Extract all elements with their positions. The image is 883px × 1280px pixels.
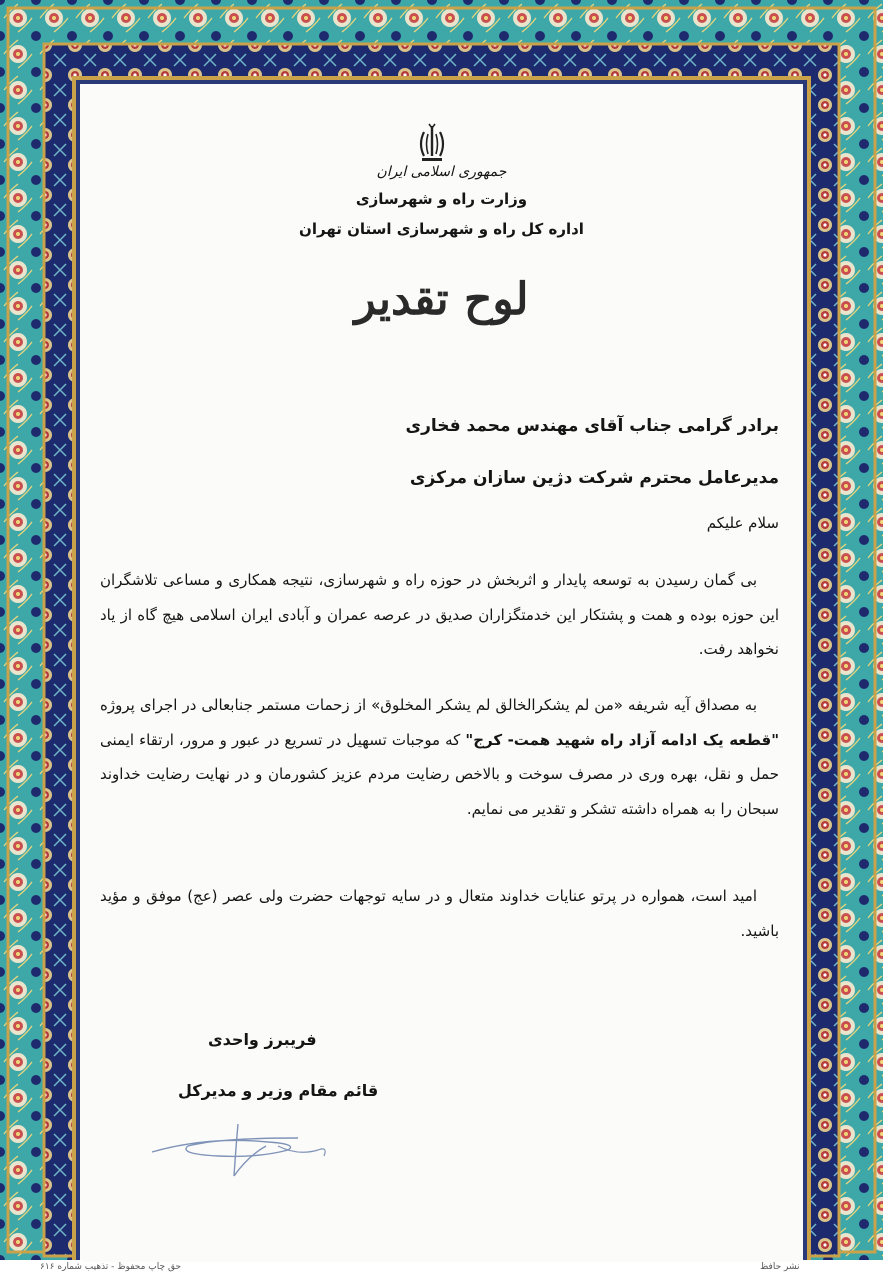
project-name: "قطعه یک ادامه آزاد راه شهید همت- کرج"	[465, 730, 780, 749]
paragraph-3-text: امید است، همواره در پرتو عنایات خداوند متعال و در سایه توجهات حضرت ولی عصر (عج) موفق و مؤید باشید.	[100, 887, 779, 940]
footer-copyright: حق چاپ محفوظ - تذهیب شماره ۶۱۶	[40, 1262, 182, 1272]
iran-emblem-icon	[412, 122, 452, 166]
footer-publisher: نشر حافظ	[760, 1262, 800, 1272]
certificate-title: لوح تقدیر	[354, 274, 529, 325]
ministry-name: وزارت راه و شهرسازی	[355, 190, 528, 208]
body-paragraph-2	[100, 688, 779, 826]
recipient-line-2: مدیرعامل محترم شرکت دژین سازان مرکزی	[409, 468, 779, 488]
republic-name: جمهوری اسلامی ایران	[376, 164, 507, 180]
department-name: اداره کل راه و شهرسازی استان تهران	[299, 220, 584, 238]
recipient-line-1: برادر گرامی جناب آقای مهندس محمد فخاری	[405, 416, 779, 436]
body-paragraph-3	[100, 879, 779, 948]
paragraph-2-text-start: به مصداق آیه شریفه «من لم یشکرالخالق لم یشکر المخلوق» از زحمات مستمر جنابعالی در اجرای پروژه	[100, 696, 757, 714]
handwritten-signature	[148, 1116, 348, 1186]
certificate-paper	[82, 86, 801, 1262]
paragraph-1-text: بی گمان رسیدن به توسعه پایدار و اثربخش در حوزه راه و شهرسازی، نتیجه همکاری و مساعی تلاشگران این حوزه بوده و همت و پشتکار این خدمتگزاران صدیق در عرصه عمران و آبادی ایران اسلامی هیچ گاه از یاد نخواهد رفت.	[100, 571, 779, 658]
signatory-position: قائم مقام وزیر و مدیرکل	[178, 1081, 379, 1100]
body-paragraph-1	[100, 563, 779, 667]
signatory-name: فریبرز واحدی	[208, 1030, 317, 1049]
greeting: سلام علیکم	[706, 514, 779, 532]
paragraph-2-text-end: که موجبات تسهیل در تسریع در عبور و مرور، ارتقاء ایمنی حمل و نقل، بهره وری در مصرف سوخت و بالاخص رضایت مردم عزیز کشورمان و در نهایت رضایت خداوند سبحان را به همراه داشته تشکر و تقدیر می نمایم.	[100, 730, 779, 818]
